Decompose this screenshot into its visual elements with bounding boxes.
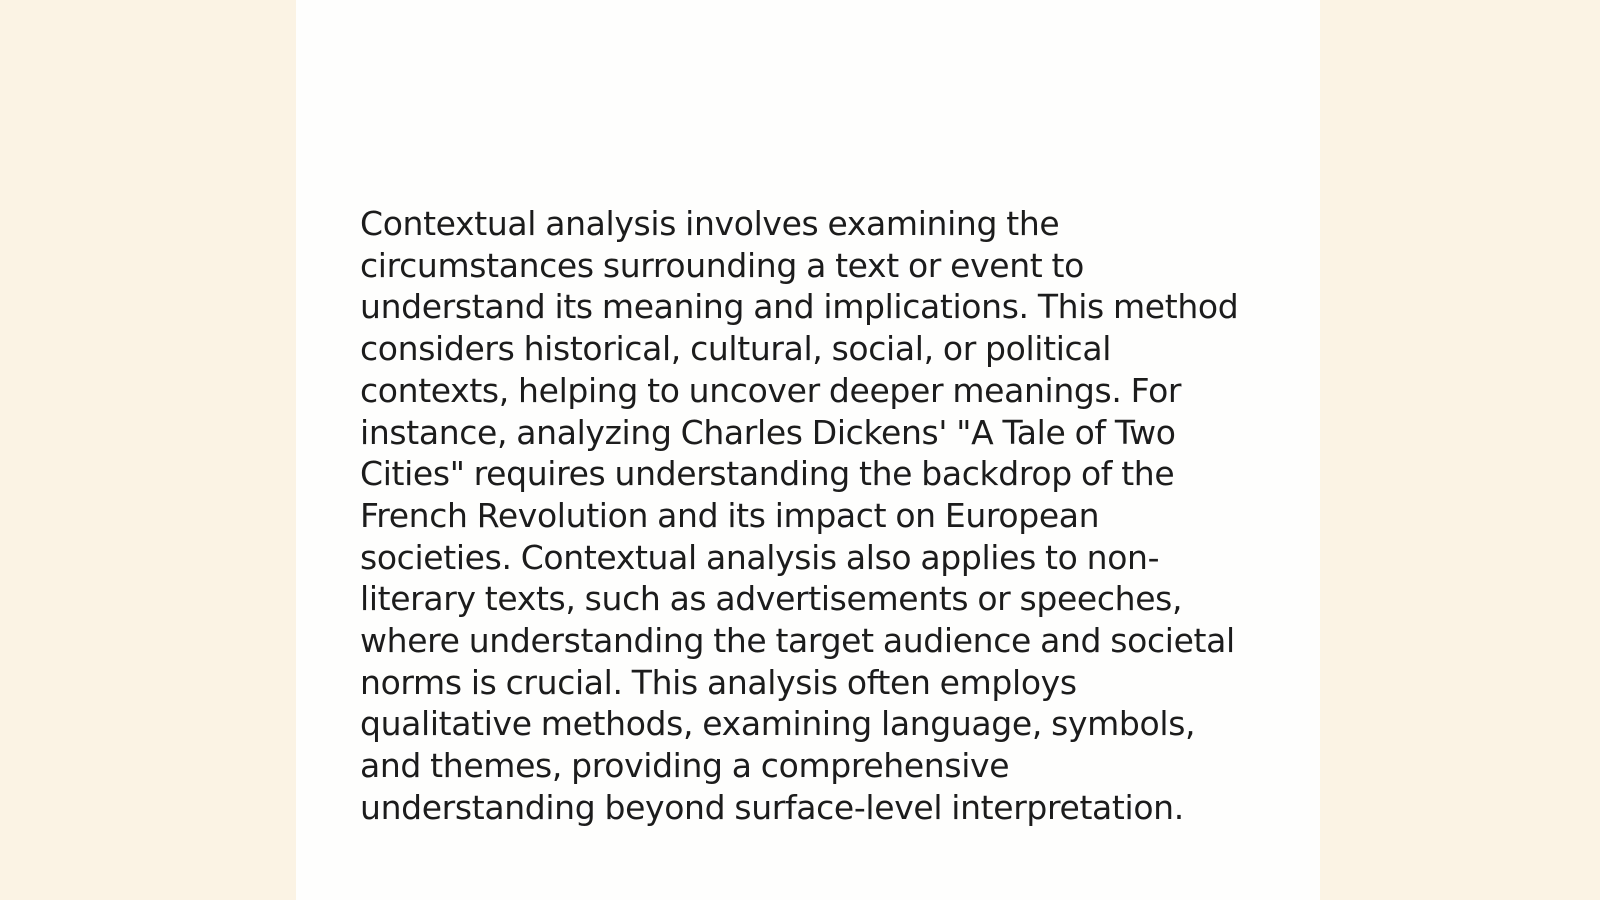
body-paragraph: Contextual analysis involves examining the circumstances surrounding a text or event to understand its meaning and implications. This method considers historical, cultural, social, or political contexts, helping to uncover deeper meanings. For instance, analyzing Charles Dickens' "A Tale of Two Cities" requires understanding the backdrop of the French Revolution and its impact on European societies. Contextual analysis also applies to non-literary texts, such as advertisements or speeches, where understanding the target audience and societal norms is crucial. This analysis often employs qualitative methods, examining language, symbols, and themes, providing a comprehensive understanding beyond surface-level interpretation.	[360, 204, 1239, 827]
document-page	[296, 0, 1320, 900]
